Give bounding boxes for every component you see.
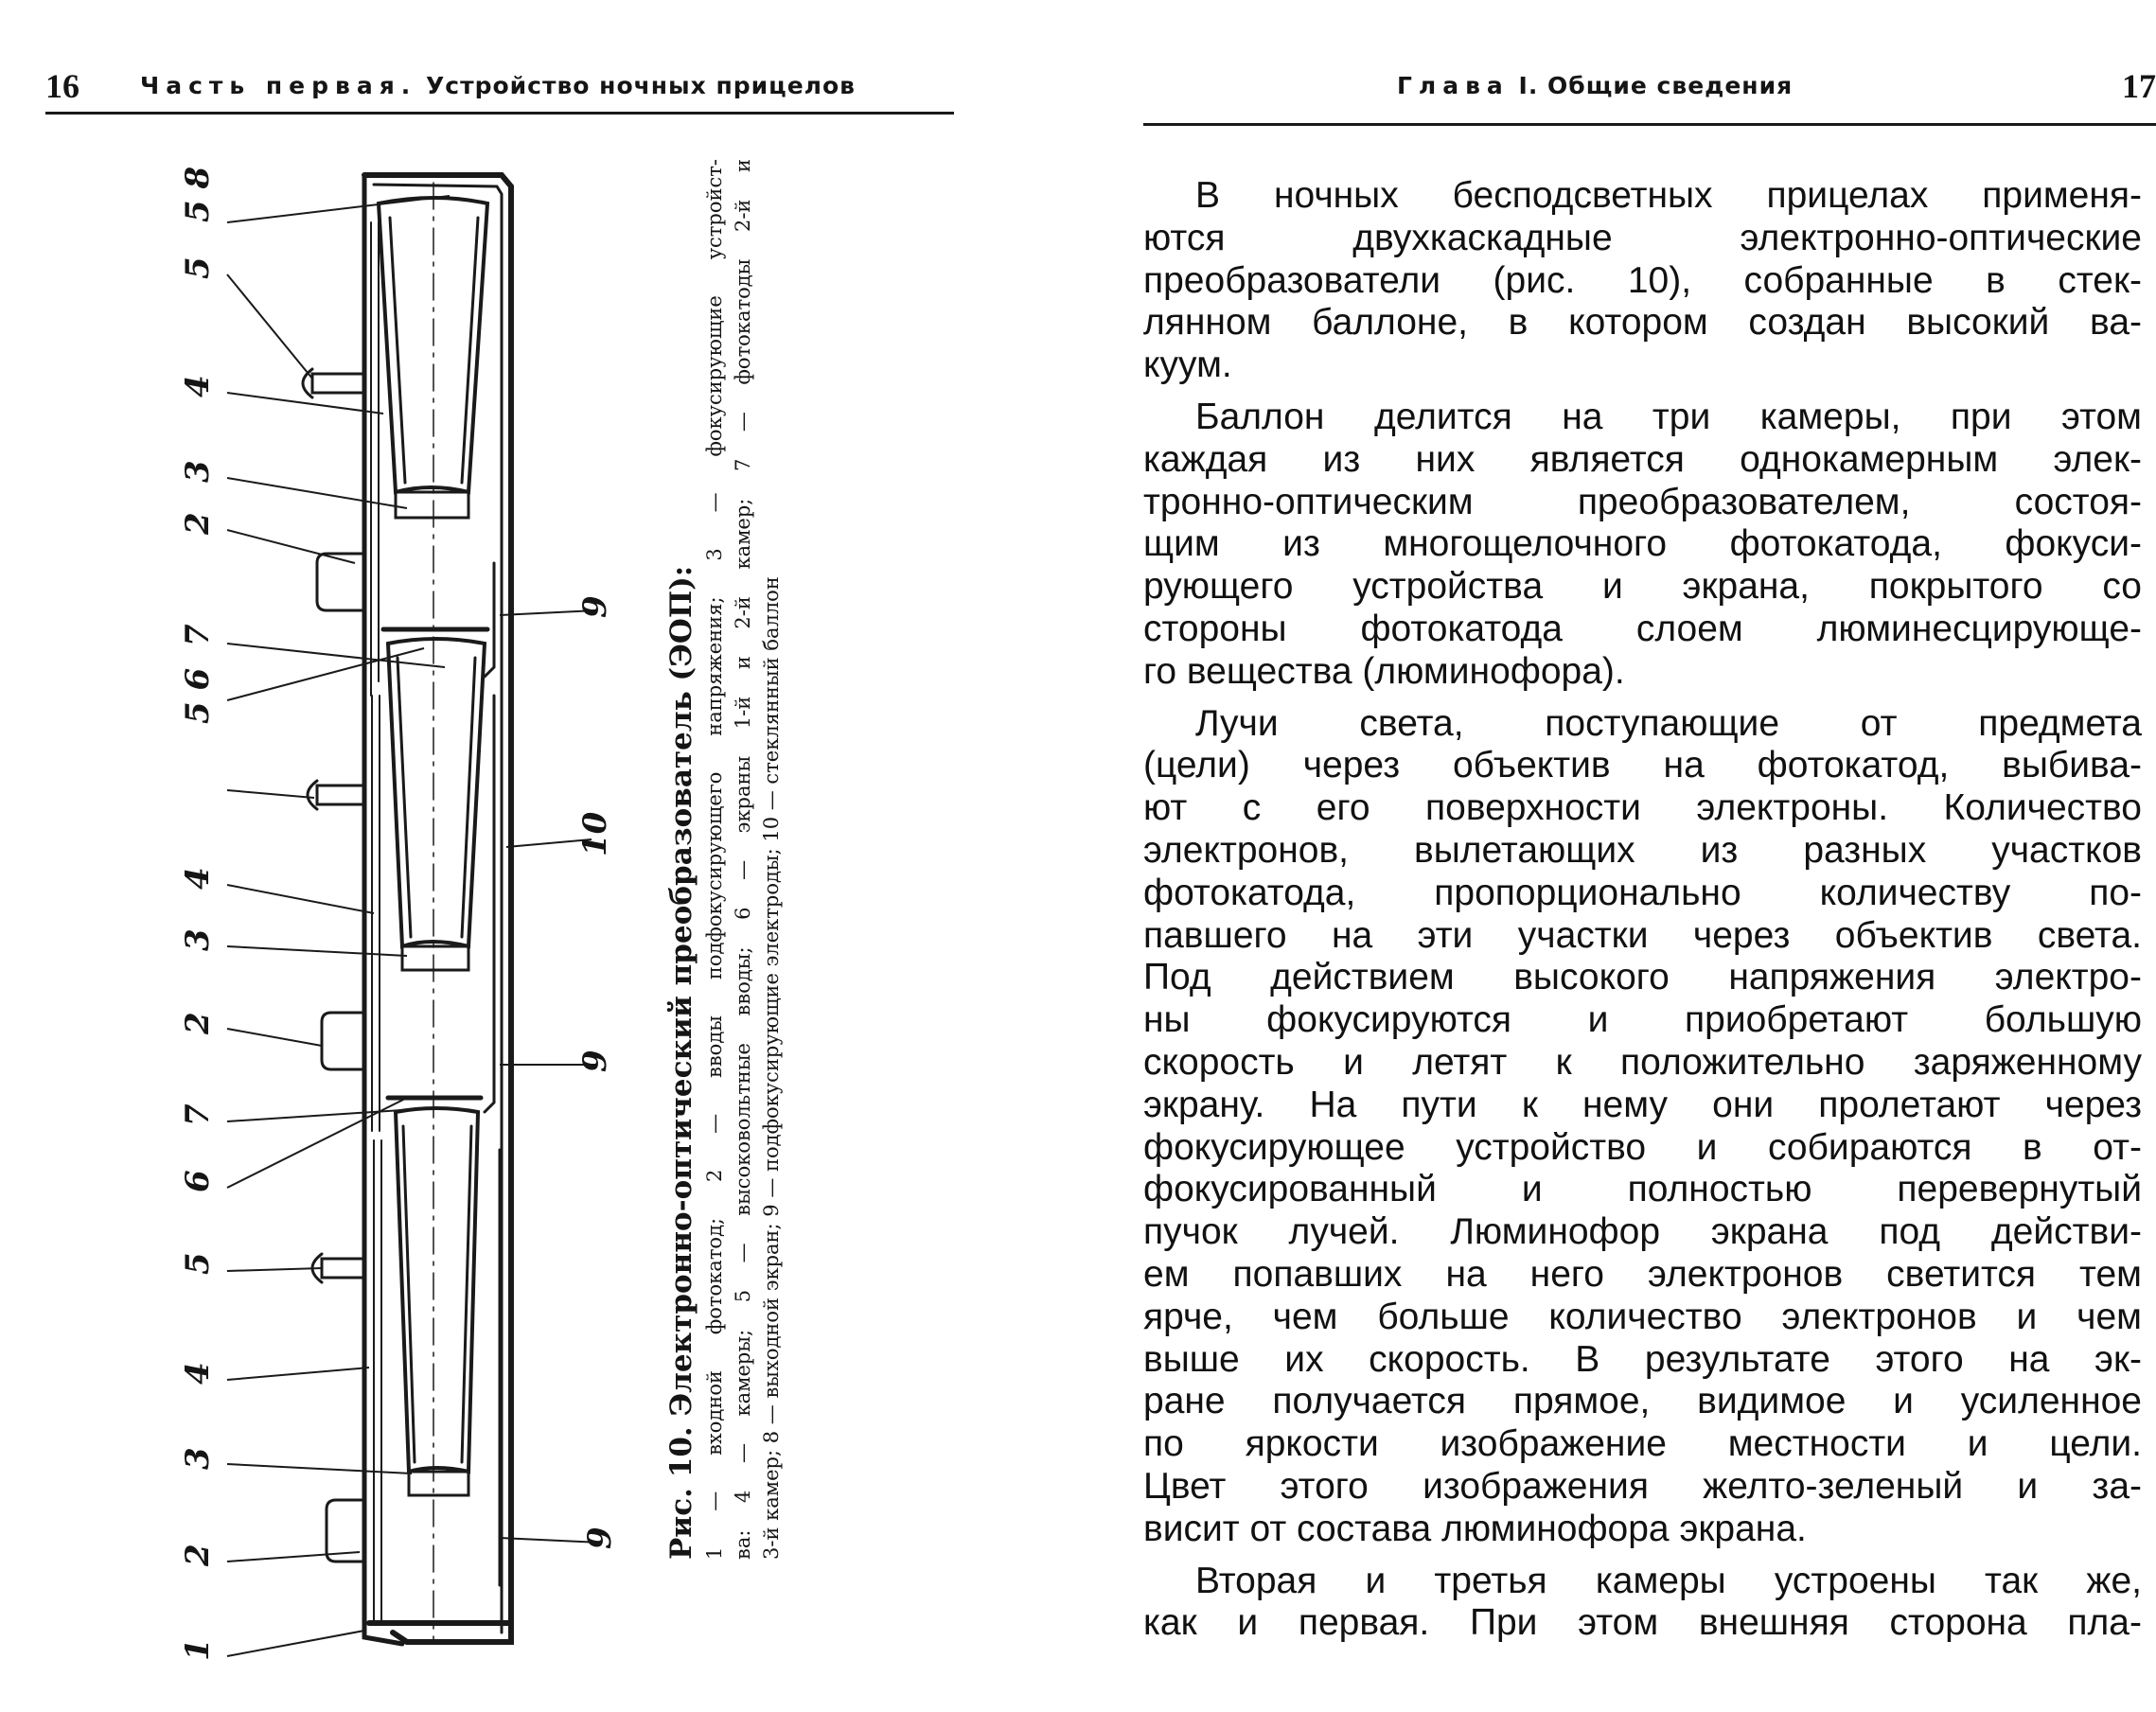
caption-line-2: ва: 4 — камеры; 5 — высоковольтные вводы; 6 — экраны 1-й и 2-й камер; 7 — фотокатоды 2-й и [732,159,754,1560]
label-7-mid: 7 [179,1103,217,1126]
left-header-part: Часть первая. [140,72,417,99]
text-line: электронов, вылетающих из разных участков [1143,829,2142,871]
label-5-bottom: 5 [179,1252,217,1275]
text-line: В ночных бесподсветных прицелах применя- [1195,175,2142,216]
label-3-top: 3 [179,460,217,483]
label-5-top: 5 [179,256,217,279]
text-line: павшего на эти участки через объектив света. [1143,914,2142,956]
left-page [0,0,1041,1712]
right-header-subject: I. Общие сведения [1518,72,1794,99]
text-line: пучок лучей. Люминофор экрана под действи- [1143,1211,2142,1253]
paragraph-1 [1143,175,2142,387]
text-line: Баллон делится на три камеры, при этом [1195,396,2142,437]
paragraph-3 [1143,703,2142,1551]
text-line: Под действием высокого напряжения электро- [1143,957,2142,998]
text-line: висит от состава люминофора экрана. [1143,1508,1807,1549]
text-line: ются двухкаскадные электронно-оптические [1143,217,2142,258]
body-text [1143,175,2142,1645]
text-line: Цвет этого изображения желто-зеленый и за- [1143,1465,2142,1507]
paragraph-2 [1143,397,2142,694]
label-2-mid: 2 [179,1012,217,1034]
label-3-bottom: 3 [179,1447,217,1470]
caption-line-3: 3-й камер; 8 — выходной экран; 9 — подфокусирующие электроды; 10 — стеклянный баллон [760,576,783,1560]
right-page-number: 17 [2122,67,2156,105]
text-line: лянном баллоне, в котором создан высокий ва- [1143,302,2142,344]
text-line: щим из многощелочного фотокатода, фокуси- [1143,523,2142,565]
label-9-top: 9 [576,595,614,618]
text-line: тронно-оптическим преобразователем, состоя- [1143,481,2142,522]
text-line: каждая из них является однокамерным элек- [1143,438,2142,480]
text-line: куум. [1143,344,1232,386]
left-header-rule [45,112,954,115]
label-4-top: 4 [179,375,217,397]
label-6-mid: 6 [179,1170,217,1192]
left-page-header [45,66,954,114]
text-line: выше их скорость. В результате этого на эк- [1143,1338,2142,1380]
text-line: Вторая и третья камеры устроены так же, [1195,1560,2142,1601]
figure-caption-area [663,159,804,1560]
label-2-top: 2 [179,512,217,535]
eop-diagram [179,166,625,1699]
text-line: как и первая. При этом внешняя сторона пла- [1143,1602,2142,1644]
text-line: ем попавших на него электронов светится тем [1143,1253,2142,1295]
left-page-number: 16 [45,67,80,105]
text-line: ране получается прямое, видимое и усиленное [1143,1381,2142,1422]
label-3-mid: 3 [179,928,217,951]
label-4-mid: 4 [179,867,217,890]
label-5-8: 5 8 [179,166,217,222]
text-line: ют с его поверхности электроны. Количество [1143,787,2142,829]
right-page [1041,0,2156,1712]
text-line: ны фокусируются и приобретают большую [1143,999,2142,1041]
text-line: (цели) через объектив на фотокатод, выбива- [1143,745,2142,786]
text-line: рующего устройства и экрана, покрытого со [1143,566,2142,608]
left-header-title [140,72,856,99]
label-1: 1 [179,1638,217,1661]
text-line: скорость и летят к положительно заряженному [1143,1041,2142,1083]
label-10: 10 [576,811,614,856]
text-line: стороны фотокатода слоем люминесцирующе- [1143,608,2142,649]
caption-title: Рис. 10. Электронно-оптический преобразователь (ЭОП): [664,565,698,1560]
label-4-bottom: 4 [179,1362,217,1385]
label-9-mid: 9 [576,1050,614,1072]
left-header-subject: Устройство ночных прицелов [425,72,856,99]
text-line: по яркости изображение местности и цели. [1143,1423,2142,1465]
right-header-rule [1143,123,2156,126]
paragraph-4 [1143,1561,2142,1646]
text-line: ярче, чем больше количество электронов и чем [1143,1296,2142,1337]
right-header-title [1397,72,1793,99]
label-5-6: 5 6 [179,667,217,724]
text-line: фокусирующее устройство и собираются в от- [1143,1126,2142,1168]
caption-line-1: 1 — входной фотокатод; 2 — вводы подфокусирующего напряжения; 3 — фокусирующие устройст- [703,159,726,1560]
label-9-bottom: 9 [581,1527,619,1549]
text-line: го вещества (люминофора). [1143,650,1625,692]
text-line: фотокатода, пропорционально количеству по- [1143,872,2142,913]
text-line: фокусированный и полностью перевернутый [1143,1169,2142,1210]
label-2-bottom: 2 [179,1544,217,1566]
label-7-top: 7 [179,624,217,646]
text-line: Лучи света, поступающие от предмета [1195,702,2142,744]
text-line: экрану. На пути к нему они пролетают через [1143,1084,2142,1125]
right-page-header [1143,66,2156,114]
text-line: преобразователи (рис. 10), собранные в стек- [1143,259,2142,301]
right-header-chapter: Глава [1397,72,1510,99]
figure-caption [663,159,804,1560]
